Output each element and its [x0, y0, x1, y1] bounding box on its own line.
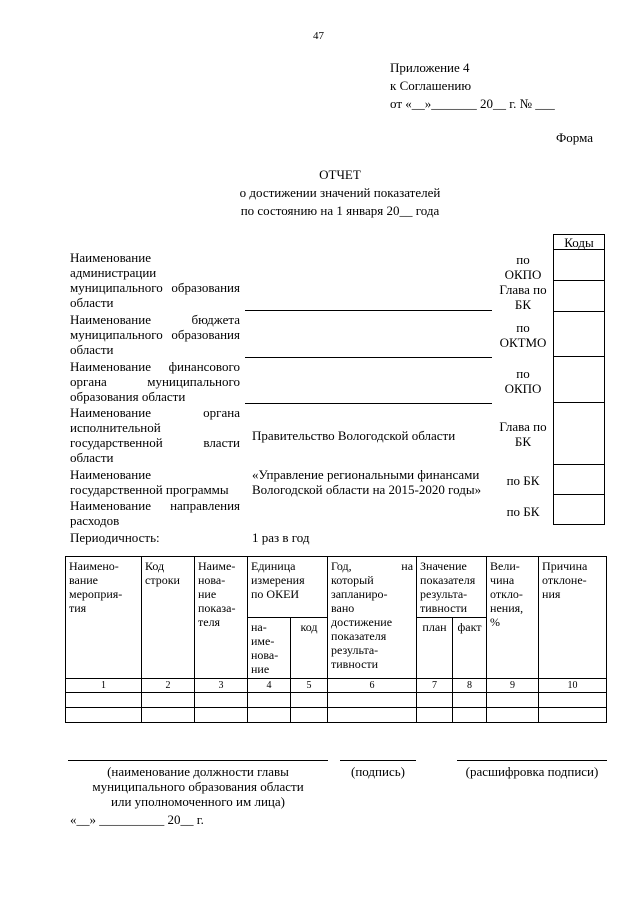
admin-name-line — [245, 310, 492, 311]
decode-caption: (расшифровка подписи) — [465, 764, 599, 779]
code-cell-expense-bk — [553, 494, 605, 525]
col-number: 1 — [66, 679, 142, 693]
col-number: 4 — [248, 679, 291, 693]
col-number: 5 — [291, 679, 328, 693]
budget-name-label: Наименование бюджета муниципального образования области — [70, 312, 240, 357]
header-event: Наимено- вание мероприя- тия — [66, 557, 142, 679]
admin-name-label: Наименование администрации муниципального образования области — [70, 250, 240, 310]
program-bk-code-label: по БК — [506, 473, 540, 488]
indicators-table — [65, 556, 607, 723]
col-number: 6 — [328, 679, 417, 693]
periodicity-value: 1 раз в год — [252, 530, 310, 545]
col-number: 9 — [487, 679, 539, 693]
program-value-line2: Вологодской области на 2015-2020 годы» — [252, 482, 482, 497]
form-label: Форма — [556, 130, 593, 145]
report-date: по состоянию на 1 января 20__ года — [240, 203, 440, 218]
header-fact: факт — [453, 618, 487, 679]
fin-organ-label: Наименование финансового органа муниципального образования области — [70, 359, 240, 404]
page-number: 47 — [313, 30, 324, 42]
decode-line — [457, 760, 607, 761]
header-indicator: Наиме- нова- ние показа- теля — [195, 557, 248, 679]
header-plan: план — [417, 618, 453, 679]
header-value: Значение показателя результа- тивности — [417, 557, 487, 618]
program-value-line1: «Управление региональными финансами — [252, 467, 480, 482]
code-cell-okpo — [553, 249, 605, 281]
codes-header: Коды — [553, 234, 605, 250]
code-cell-glava-bk — [553, 280, 605, 312]
code-cell-fin-okpo — [553, 356, 605, 403]
code-cell-oktmo — [553, 311, 605, 357]
header-reason: Причина отклоне- ния — [539, 557, 607, 679]
signature-caption: (подпись) — [351, 764, 405, 779]
col-number: 8 — [453, 679, 487, 693]
signature-date: «__» __________ 20__ г. — [70, 812, 204, 827]
col-number: 2 — [142, 679, 195, 693]
exec-organ-value: Правительство Вологодской области — [252, 428, 456, 443]
column-numbers-row — [66, 679, 607, 693]
position-caption: (наименование должности главы муниципального образования области или уполномоченного им лица) — [92, 764, 304, 809]
signature-line — [340, 760, 416, 761]
header-unit-name: на- име- нова- ние — [248, 618, 291, 679]
expense-bk-code-label: по БК — [506, 504, 540, 519]
budget-name-line — [245, 357, 492, 358]
exec-bk-code-label: Глава по БК — [499, 419, 547, 449]
expense-label: Наименование направления расходов — [70, 498, 240, 528]
code-cell-program-bk — [553, 464, 605, 495]
col-number: 3 — [195, 679, 248, 693]
okpo-code-label: по ОКПО Глава по БК — [499, 252, 547, 312]
header-row-code: Код строки — [142, 557, 195, 679]
col-number: 7 — [417, 679, 453, 693]
header-unit: Единица измерения по ОКЕИ — [248, 557, 328, 618]
exec-organ-label: Наименование органа исполнительной государственной власти области — [70, 405, 240, 465]
report-subtitle: о достижении значений показателей — [239, 185, 441, 200]
code-cell-exec-bk — [553, 402, 605, 465]
report-title: ОТЧЕТ — [319, 167, 361, 182]
program-label: Наименование государственной программы — [70, 467, 229, 497]
appendix-agreement: к Соглашению — [390, 78, 472, 93]
header-unit-code: код — [291, 618, 328, 679]
table-row — [66, 693, 607, 708]
oktmo-code-label: по ОКТМО — [499, 320, 547, 350]
table-row — [66, 708, 607, 723]
appendix-title: Приложение 4 — [390, 60, 470, 75]
fin-okpo-code-label: по ОКПО — [504, 366, 542, 396]
fin-organ-line — [245, 403, 492, 404]
position-line — [68, 760, 328, 761]
header-year: Год, на который запланиро- вано достижение показателя результа- тивности — [328, 557, 417, 679]
periodicity-label: Периодичность: — [70, 530, 160, 545]
header-deviation: Вели- чина откло- нения, % — [487, 557, 539, 679]
col-number: 10 — [539, 679, 607, 693]
appendix-date-number: от «__»_______ 20__ г. № ___ — [390, 96, 555, 111]
